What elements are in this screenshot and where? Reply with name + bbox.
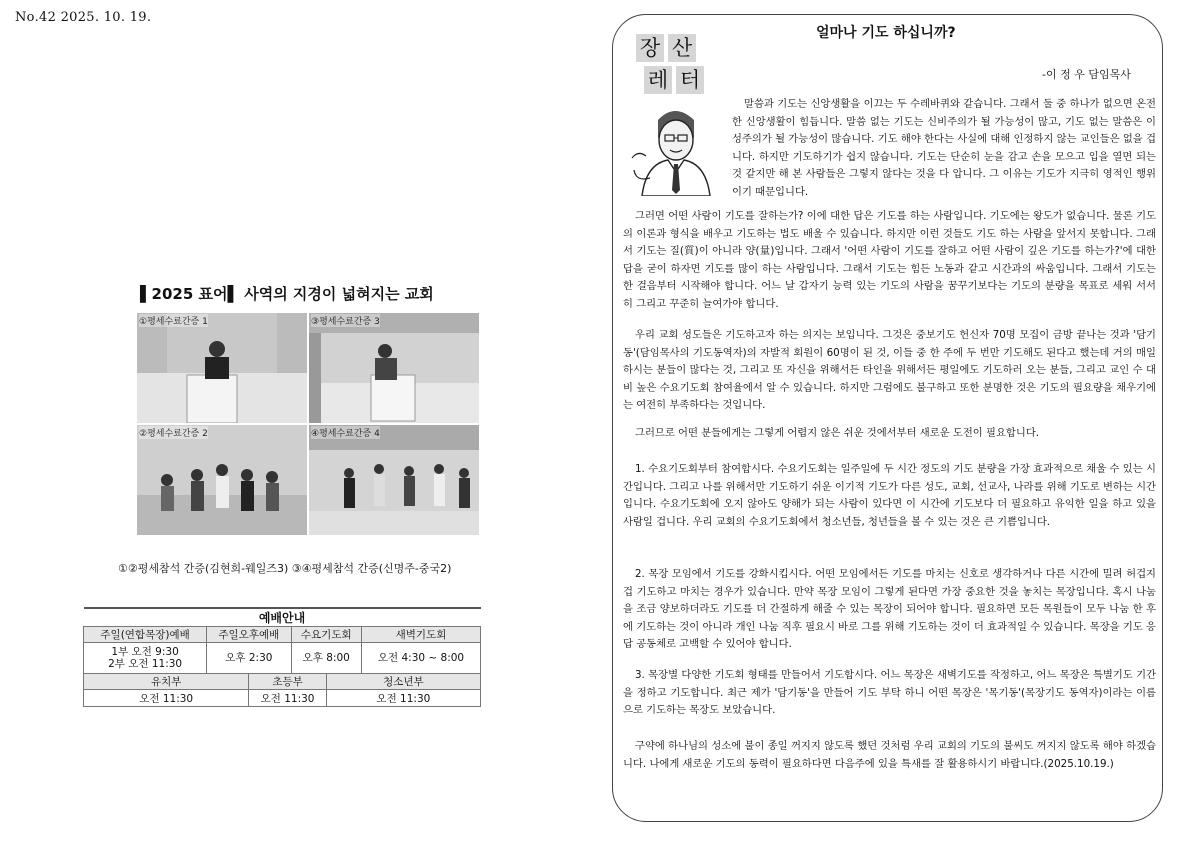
photo-caption-1: ①평세수료간증 1 [139, 314, 208, 327]
photo-testimony-4 [309, 425, 479, 535]
letter-paragraph: 그러면 어떤 사람이 기도를 잘하는가? 이에 대한 답은 기도를 하는 사람입니다. 기도에는 왕도가 없습니다. 물론 기도의 이론과 형식을 배우고 기도하는 법도 배울 수 있습니다. 하지만 이런 것들도 기도 하는 사람을 앞서지 못합니다. 그래서 기도는 질(質)이 아니라 양(量)입니다. 그래서 '어떤 사람이 기도를 잘하고 어떤 사람이 깊은 기도를 하는가?'에 대한 답을 굳이 하자면 기도를 많이 하는 사람입니다. 그래서 기도는 힘든 노동과 같고 시간과의 싸움입니다. 그래서 기도는 한 걸음부터 시작해야 합니다. 어느 날 갑자기 능력 있는 기도의 사람을 꿈꾸기보다는 기도의 분량을 목표로 세워 서서히 그리고 꾸준히 늘여가야 합니다. [623, 210, 1156, 310]
schedule-value: 오전 11:30 [326, 690, 480, 707]
badge-char: 레 [644, 66, 672, 94]
photo-image-1 [137, 313, 307, 423]
schedule-value: 오전 11:30 [249, 690, 326, 707]
photo-description: ①②평세참석 간증(김현희-웨일즈3) ③④평세참석 간증(신명주-중국2) [118, 562, 452, 575]
worship-schedule-table [83, 607, 481, 707]
schedule-header: 청소년부 [326, 674, 480, 690]
letter-paragraph: 2. 목장 모임에서 기도를 강화시킵시다. 어떤 모임에서든 기도를 마치는 신호로 생각하거나 다른 시간에 밀려 허겁지겁 기도하고 마치는 경우가 있습니다. 만약 목장 모임이 그렇게 된다면 가장 중요한 것을 놓치는 목장입니다. 혹시 나눔을 조금 양보하더라도 기도를 더 간절하게 해줄 수 있는 목장이 되어야 합니다. 필요하면 모든 목원들이 모두 나눔 한 후에 기도하는 것이 아니라 개인 나눔 직후 필요시 바로 그를 위해 기도하는 것이 더 효과적일 수 있습니다. 목장을 기도 응답 공동체로 고백할 수 있어야 합니다. [623, 568, 1156, 650]
schedule-header: 유치부 [84, 674, 249, 690]
badge-char: 산 [668, 34, 696, 62]
photo-testimony-3 [309, 313, 479, 423]
schedule-header: 수요기도회 [291, 627, 362, 643]
letter-paragraph: 말씀과 기도는 신앙생활을 이끄는 두 수레바퀴와 같습니다. 그래서 둘 중 하나가 없으면 온전한 신앙생활이 힘듭니다. 말씀 없는 기도는 신비주의가 될 가능성이 많고, 기도 없는 말씀은 이성주의가 될 가능성이 많습니다. 기도 해야 한다는 사실에 대해 인정하지 않는 교인들은 없을 겁니다. 하지만 기도하기가 쉽지 않습니다. 기도는 단순히 눈을 감고 손을 모으고 입을 열면 되는 것 같지만 해 본 사람들은 그렇지 않다는 것을 다 압니다. 그 이유는 기도가 지극히 영적인 행위이기 때문입니다. [732, 98, 1156, 198]
photo-image-3 [309, 313, 479, 423]
photo-testimony-1 [137, 313, 307, 423]
schedule-header: 주일오후예배 [207, 627, 291, 643]
letter-paragraph: 구약에 하나님의 성소에 불이 종일 꺼지지 않도록 했던 것처럼 우리 교회의 기도의 불씨도 꺼지지 않도록 해야 하겠습니다. 나에게 새로운 기도의 동력이 필요하다면 다음주에 있을 특새를 잘 활용하시기 바랍니다.(2025.10.19.) [623, 740, 1156, 770]
schedule-header: 초등부 [249, 674, 326, 690]
photo-image-4 [309, 425, 479, 535]
letter-title: 얼마나 기도 하십니까? [816, 25, 956, 41]
schedule-title: 예배안내 [84, 608, 481, 627]
schedule-value: 1부 오전 9:30 2부 오전 11:30 [84, 643, 207, 674]
letter-paragraph: 1. 수요기도회부터 참여합시다. 수요기도회는 일주일에 두 시간 정도의 기도 분량을 가장 효과적으로 채울 수 있는 시간입니다. 그리고 나를 위해서만 기도하기 쉬운 이기적 기도가 다른 성도, 교회, 선교사, 나라를 위해 기도로 변하는 시간입니다. 수요기도회에 오지 않아도 양해가 되는 사람이 있다면 이 시간에 기도보다 더 필요하고 유익한 일을 하고 있을 사람일 겁니다. 우리 교회의 수요기도회에서 청소년들, 청년들을 볼 수 있는 것은 큰 기쁨입니다. [623, 463, 1156, 528]
pastor-portrait-illustration [628, 98, 722, 196]
badge-char: 터 [676, 66, 704, 94]
church-motto: ▌2025 표어▌ 사역의 지경이 넓혀지는 교회 [140, 285, 434, 303]
letter-paragraph: 3. 목장별 다양한 기도회 형태를 만들어서 기도합시다. 어느 목장은 새벽기도를 작정하고, 어느 목장은 특별기도 기간을 정하고 기도합니다. 최근 제가 '담기동'을 만들어 기도 부탁 하니 어떤 목장은 '목기동'(목장기도 동역자)이라는 이름으로 기도하는 목장도 보았습니다. [623, 669, 1156, 716]
schedule-value: 오후 2:30 [207, 643, 291, 674]
photo-caption-2: ②평세수료간증 2 [139, 426, 208, 439]
photo-testimony-2 [137, 425, 307, 535]
issue-number: No.42 2025. 10. 19. [15, 10, 152, 25]
schedule-header: 주일(연합목장)예배 [84, 627, 207, 643]
photo-caption-3: ③평세수료간증 3 [311, 314, 380, 327]
photo-caption-4: ④평세수료간증 4 [311, 426, 380, 439]
photo-grid [137, 313, 479, 535]
schedule-value: 오전 4:30 ~ 8:00 [362, 643, 481, 674]
badge-char: 장 [636, 34, 664, 62]
letter-author: -이 정 우 담임목사 [1042, 68, 1131, 81]
letter-paragraph: 우리 교회 성도들은 기도하고자 하는 의지는 보입니다. 그것은 중보기도 헌신자 70명 모집이 금방 끝나는 것과 '담기동'(담임목사의 기도동역자)의 자발적 회원이 60명이 된 것, 이들 중 한 주에 두 번만 기도해도 된다고 했는데 거의 매일 하시는 분들이 많다는 것, 그리고 또 자신을 위해서든 타인을 위해서든 평일에도 기도하러 오는 분들, 그리고 교인 수 대비 높은 수요기도회 참여율에서 알 수 있습니다. 하지만 그럼에도 불구하고 또한 분명한 것은 기도의 필요량을 채우기에는 여전히 부족하다는 것입니다. [623, 329, 1157, 411]
letter-paragraph: 그러므로 어떤 분들에게는 그렇게 어렵지 않은 쉬운 것에서부터 새로운 도전이 필요합니다. [635, 427, 1040, 439]
schedule-header: 새벽기도회 [362, 627, 481, 643]
schedule-value: 오전 11:30 [84, 690, 249, 707]
schedule-value: 오후 8:00 [291, 643, 362, 674]
photo-image-2 [137, 425, 307, 535]
